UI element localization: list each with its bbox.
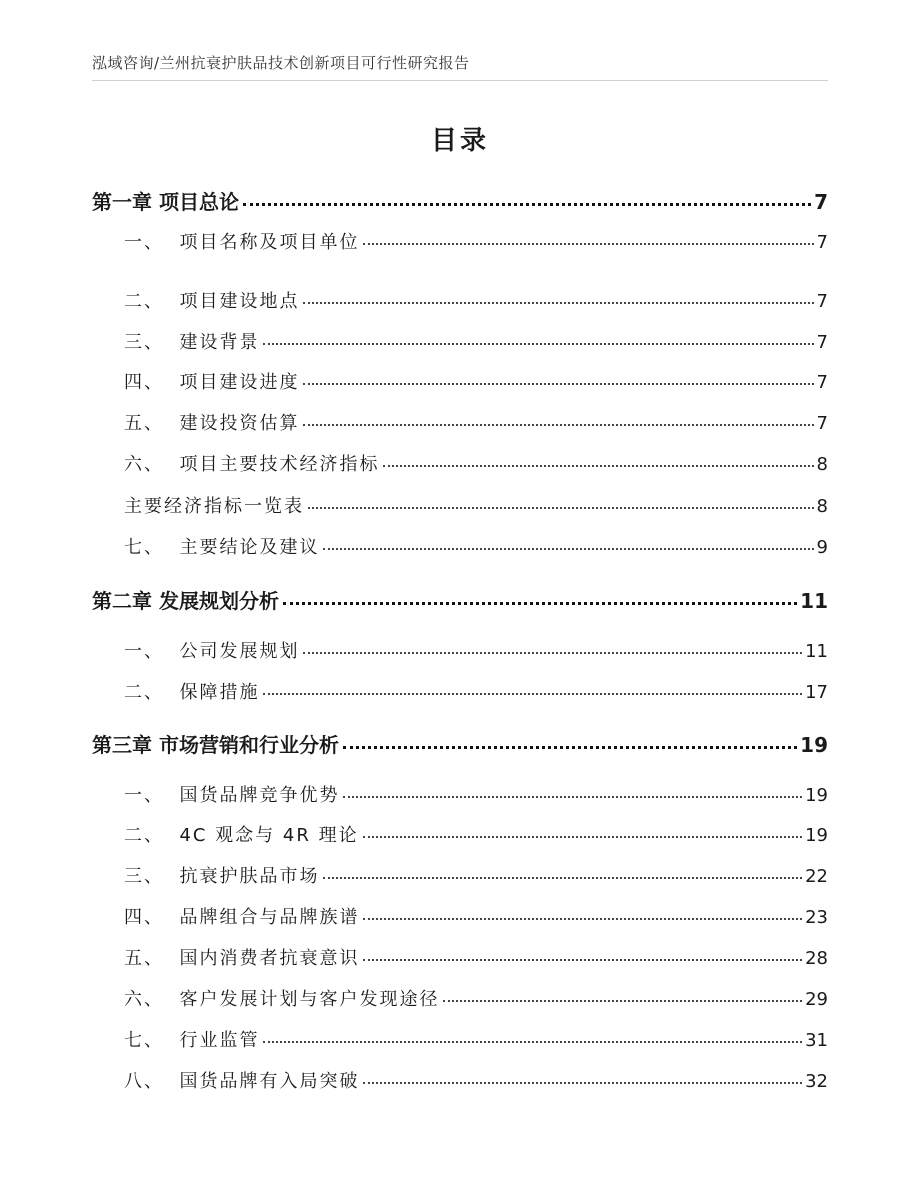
toc-leader-dots <box>363 243 813 245</box>
toc-chapter-entry[interactable] <box>92 186 828 215</box>
toc-page-number: 8 <box>816 454 828 475</box>
toc-section-entry[interactable] <box>124 1067 828 1093</box>
toc-entry-label: 一、 公司发展规划 <box>124 641 300 662</box>
document-header: 泓域咨询/兰州抗衰护肤品技术创新项目可行性研究报告 <box>92 54 470 72</box>
toc-section-entry[interactable] <box>124 862 828 888</box>
toc-section-entry[interactable] <box>124 533 828 559</box>
toc-leader-dots <box>303 652 802 654</box>
toc-entry-label: 七、 主要结论及建议 <box>124 537 320 558</box>
toc-page-number: 19 <box>805 785 828 806</box>
toc-leader-dots <box>308 507 814 509</box>
toc-entry-label: 八、 国货品牌有入局突破 <box>124 1071 360 1092</box>
toc-leader-dots <box>323 877 802 879</box>
toc-section-entry[interactable] <box>124 287 828 313</box>
toc-leader-dots <box>343 746 797 749</box>
toc-entry-label: 第二章 发展规划分析 <box>92 589 279 613</box>
toc-entry-label: 二、 项目建设地点 <box>124 291 300 312</box>
toc-entry-label: 五、 国内消费者抗衰意识 <box>124 948 360 969</box>
toc-leader-dots <box>283 602 797 605</box>
toc-page-number: 7 <box>816 372 828 393</box>
toc-entry-label: 三、 抗衰护肤品市场 <box>124 866 320 887</box>
toc-entry-label: 六、 客户发展计划与客户发现途径 <box>124 989 440 1010</box>
toc-page-number: 11 <box>805 641 828 662</box>
toc-leader-dots <box>263 1041 802 1043</box>
toc-section-entry[interactable] <box>124 985 828 1011</box>
toc-page-number: 31 <box>805 1030 828 1051</box>
toc-section-entry[interactable] <box>124 492 828 518</box>
toc-section-entry[interactable] <box>124 368 828 394</box>
toc-leader-dots <box>263 693 802 695</box>
toc-page-number: 22 <box>805 866 828 887</box>
toc-entry-label: 主要经济指标一览表 <box>124 496 304 517</box>
toc-page-number: 8 <box>816 496 828 517</box>
toc-entry-label: 二、 保障措施 <box>124 682 260 703</box>
toc-leader-dots <box>363 959 802 961</box>
toc-page-number: 19 <box>800 733 828 757</box>
toc-page-number: 7 <box>816 332 828 353</box>
toc-section-entry[interactable] <box>124 409 828 435</box>
toc-section-entry[interactable] <box>124 228 828 254</box>
toc-section-entry[interactable] <box>124 781 828 807</box>
toc-leader-dots <box>303 302 813 304</box>
toc-title: 目录 <box>430 126 489 156</box>
toc-page-number: 29 <box>805 989 828 1010</box>
toc-leader-dots <box>363 1082 802 1084</box>
toc-entry-label: 第一章 项目总论 <box>92 190 239 214</box>
toc-leader-dots <box>303 424 813 426</box>
toc-page-number: 11 <box>800 589 828 613</box>
toc-entry-label: 三、 建设背景 <box>124 332 260 353</box>
toc-entry-label: 七、 行业监管 <box>124 1030 260 1051</box>
toc-leader-dots <box>243 203 811 206</box>
toc-page-number: 7 <box>816 291 828 312</box>
toc-section-entry[interactable] <box>124 1026 828 1052</box>
toc-leader-dots <box>263 343 813 345</box>
toc-page-number: 28 <box>805 948 828 969</box>
toc-entry-label: 四、 品牌组合与品牌族谱 <box>124 907 360 928</box>
toc-page-number: 9 <box>816 537 828 558</box>
toc-entry-label: 二、 4C 观念与 4R 理论 <box>124 825 359 846</box>
toc-entry-label: 五、 建设投资估算 <box>124 413 300 434</box>
toc-leader-dots <box>443 1000 802 1002</box>
toc-page-number: 32 <box>805 1071 828 1092</box>
header-divider <box>92 80 828 81</box>
toc-chapter-entry[interactable] <box>92 729 828 758</box>
toc-leader-dots <box>303 383 813 385</box>
toc-section-entry[interactable] <box>124 944 828 970</box>
toc-page-number: 23 <box>805 907 828 928</box>
toc-page-number: 7 <box>816 232 828 253</box>
toc-section-entry[interactable] <box>124 637 828 663</box>
toc-section-entry[interactable] <box>124 678 828 704</box>
toc-leader-dots <box>343 796 802 798</box>
toc-entry-label: 一、 项目名称及项目单位 <box>124 232 360 253</box>
toc-section-entry[interactable] <box>124 903 828 929</box>
toc-section-entry[interactable] <box>124 450 828 476</box>
toc-entry-label: 六、 项目主要技术经济指标 <box>124 454 380 475</box>
toc-chapter-entry[interactable] <box>92 585 828 614</box>
toc-page-number: 19 <box>805 825 828 846</box>
toc-leader-dots <box>363 918 802 920</box>
toc-leader-dots <box>383 465 813 467</box>
toc-page-number: 7 <box>814 190 828 214</box>
toc-page-number: 17 <box>805 682 828 703</box>
toc-entry-label: 第三章 市场营销和行业分析 <box>92 733 339 757</box>
toc-page-number: 7 <box>816 413 828 434</box>
toc-leader-dots <box>363 836 803 838</box>
toc-entry-label: 一、 国货品牌竞争优势 <box>124 785 340 806</box>
toc-section-entry[interactable] <box>124 821 828 847</box>
toc-leader-dots <box>323 548 813 550</box>
toc-entry-label: 四、 项目建设进度 <box>124 372 300 393</box>
toc-section-entry[interactable] <box>124 328 828 354</box>
